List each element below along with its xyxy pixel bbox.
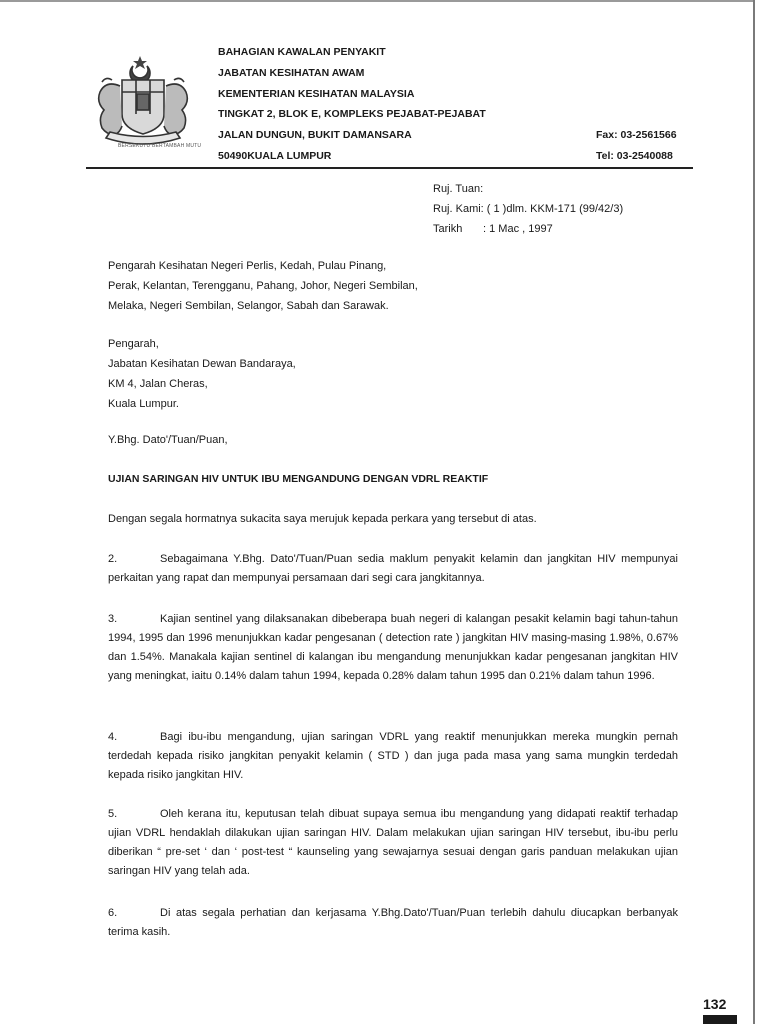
fax-number: Fax: 03-2561566 xyxy=(596,129,677,142)
coat-of-arms-icon xyxy=(88,52,198,152)
page-right-edge xyxy=(753,0,755,1024)
recipient-line: Pengarah, xyxy=(108,338,159,350)
tarikh-value: : 1 Mac , 1997 xyxy=(483,223,553,235)
header-divider xyxy=(86,167,693,169)
tarikh-label: Tarikh xyxy=(433,223,463,235)
paragraph-5 xyxy=(108,805,678,881)
letter-subject: UJIAN SARINGAN HIV UNTUK IBU MENGANDUNG DENGAN VDRL REAKTIF xyxy=(108,473,489,485)
letterhead-line: JALAN DUNGUN, BUKIT DAMANSARA xyxy=(218,129,412,142)
tarikh-row xyxy=(433,219,623,239)
letterhead-line: 50490KUALA LUMPUR xyxy=(218,149,332,162)
letterhead-line: JABATAN KESIHATAN AWAM xyxy=(218,66,365,79)
paragraph-4 xyxy=(108,728,678,785)
paragraph-number: 6. xyxy=(108,907,118,919)
letterhead-line: TINGKAT 2, BLOK E, KOMPLEKS PEJABAT-PEJABAT xyxy=(218,108,486,121)
crest-caption: BERSEKUTU BERTAMBAH MUTU xyxy=(118,143,202,149)
recipient-group-1 xyxy=(108,256,678,316)
recipient-line: Perak, Kelantan, Terengganu, Pahang, Johor, Negeri Sembilan, xyxy=(108,280,418,292)
paragraph-number: 2. xyxy=(108,553,118,565)
page-top-edge xyxy=(0,0,755,2)
letterhead-line: KEMENTERIAN KESIHATAN MALAYSIA xyxy=(218,87,415,100)
ruj-kami: Ruj. Kami: ( 1 )dlm. KKM-171 (99/42/3) xyxy=(433,203,624,215)
paragraph-number: 3. xyxy=(108,613,118,625)
salutation: Y.Bhg. Dato'/Tuan/Puan, xyxy=(108,434,228,446)
recipient-line: KM 4, Jalan Cheras, xyxy=(108,378,208,390)
paragraph-text: Kajian sentinel yang dilaksanakan dibeberapa buah negeri di kalangan pesakit kelamin bagi tahun-tahun 1994, 1995 dan 1996 menunjukkan kadar pengesanan ( detection rate ) jangkitan HIV masing-masing 1.98%, 0.67% dan 1.54%. Manakala kajian sentinel di kalangan ibu mengandung menunjukkan kadar pengesanan jangkitan HIV yang meningkat, iaitu 0.14% dalam tahun 1994, kepada 0.28% dalam tahun 1995 dan 0.21% dalam tahun 1996. xyxy=(108,613,678,682)
paragraph-2 xyxy=(108,550,678,588)
tel-number: Tel: 03-2540088 xyxy=(596,149,673,162)
recipient-line: Melaka, Negeri Sembilan, Selangor, Sabah dan Sarawak. xyxy=(108,300,389,312)
paragraph-3 xyxy=(108,610,678,686)
letterhead-line: BAHAGIAN KAWALAN PENYAKIT xyxy=(218,46,386,58)
page-number-bar xyxy=(703,1015,737,1024)
recipient-group-2 xyxy=(108,334,678,414)
paragraph-number: 5. xyxy=(108,808,118,820)
recipient-line: Kuala Lumpur. xyxy=(108,398,179,410)
paragraph-text: Dengan segala hormatnya sukacita saya merujuk kepada perkara yang tersebut di atas. xyxy=(108,513,537,525)
paragraph-text: Oleh kerana itu, keputusan telah dibuat supaya semua ibu mengandung yang didapati reaktif terhadap ujian VDRL hendaklah dilakukan ujian saringan HIV. Dalam melakukan ujian saringan HIV tersebut, ibu-ibu perlu diberikan “ pre-set ‘ dan ‘ post-test “ kaunseling yang sewajarnya sesuai dengan garis panduan melakukan ujian saringan HIV yang telah ada. xyxy=(108,808,678,877)
recipient-line: Jabatan Kesihatan Dewan Bandaraya, xyxy=(108,358,296,370)
paragraph-text: Bagi ibu-ibu mengandung, ujian saringan VDRL yang reaktif menunjukkan mereka mungkin pernah terdedah kepada risiko jangkitan penyakit kelamin ( STD ) dan juga pada masa yang sama mungkin terdedah kepada risiko jangkitan HIV. xyxy=(108,731,678,781)
paragraph-text: Sebagaimana Y.Bhg. Dato'/Tuan/Puan sedia maklum penyakit kelamin dan jangkitan HIV mempunyai perkaitan yang rapat dan mempunyai persamaan dari segi cara jangkitannya. xyxy=(108,553,678,584)
paragraph-text: Di atas segala perhatian dan kerjasama Y.Bhg.Dato'/Tuan/Puan terlebih dahulu diucapkan berbanyak terima kasih. xyxy=(108,907,678,938)
recipient-line: Pengarah Kesihatan Negeri Perlis, Kedah, Pulau Pinang, xyxy=(108,260,387,272)
paragraph-number: 4. xyxy=(108,731,118,743)
reference-block xyxy=(433,179,623,239)
ruj-tuan: Ruj. Tuan: xyxy=(433,183,484,195)
page-number: 132 xyxy=(703,996,727,1012)
letterhead-address xyxy=(218,42,688,167)
paragraph-intro xyxy=(108,510,678,529)
paragraph-6 xyxy=(108,904,678,942)
